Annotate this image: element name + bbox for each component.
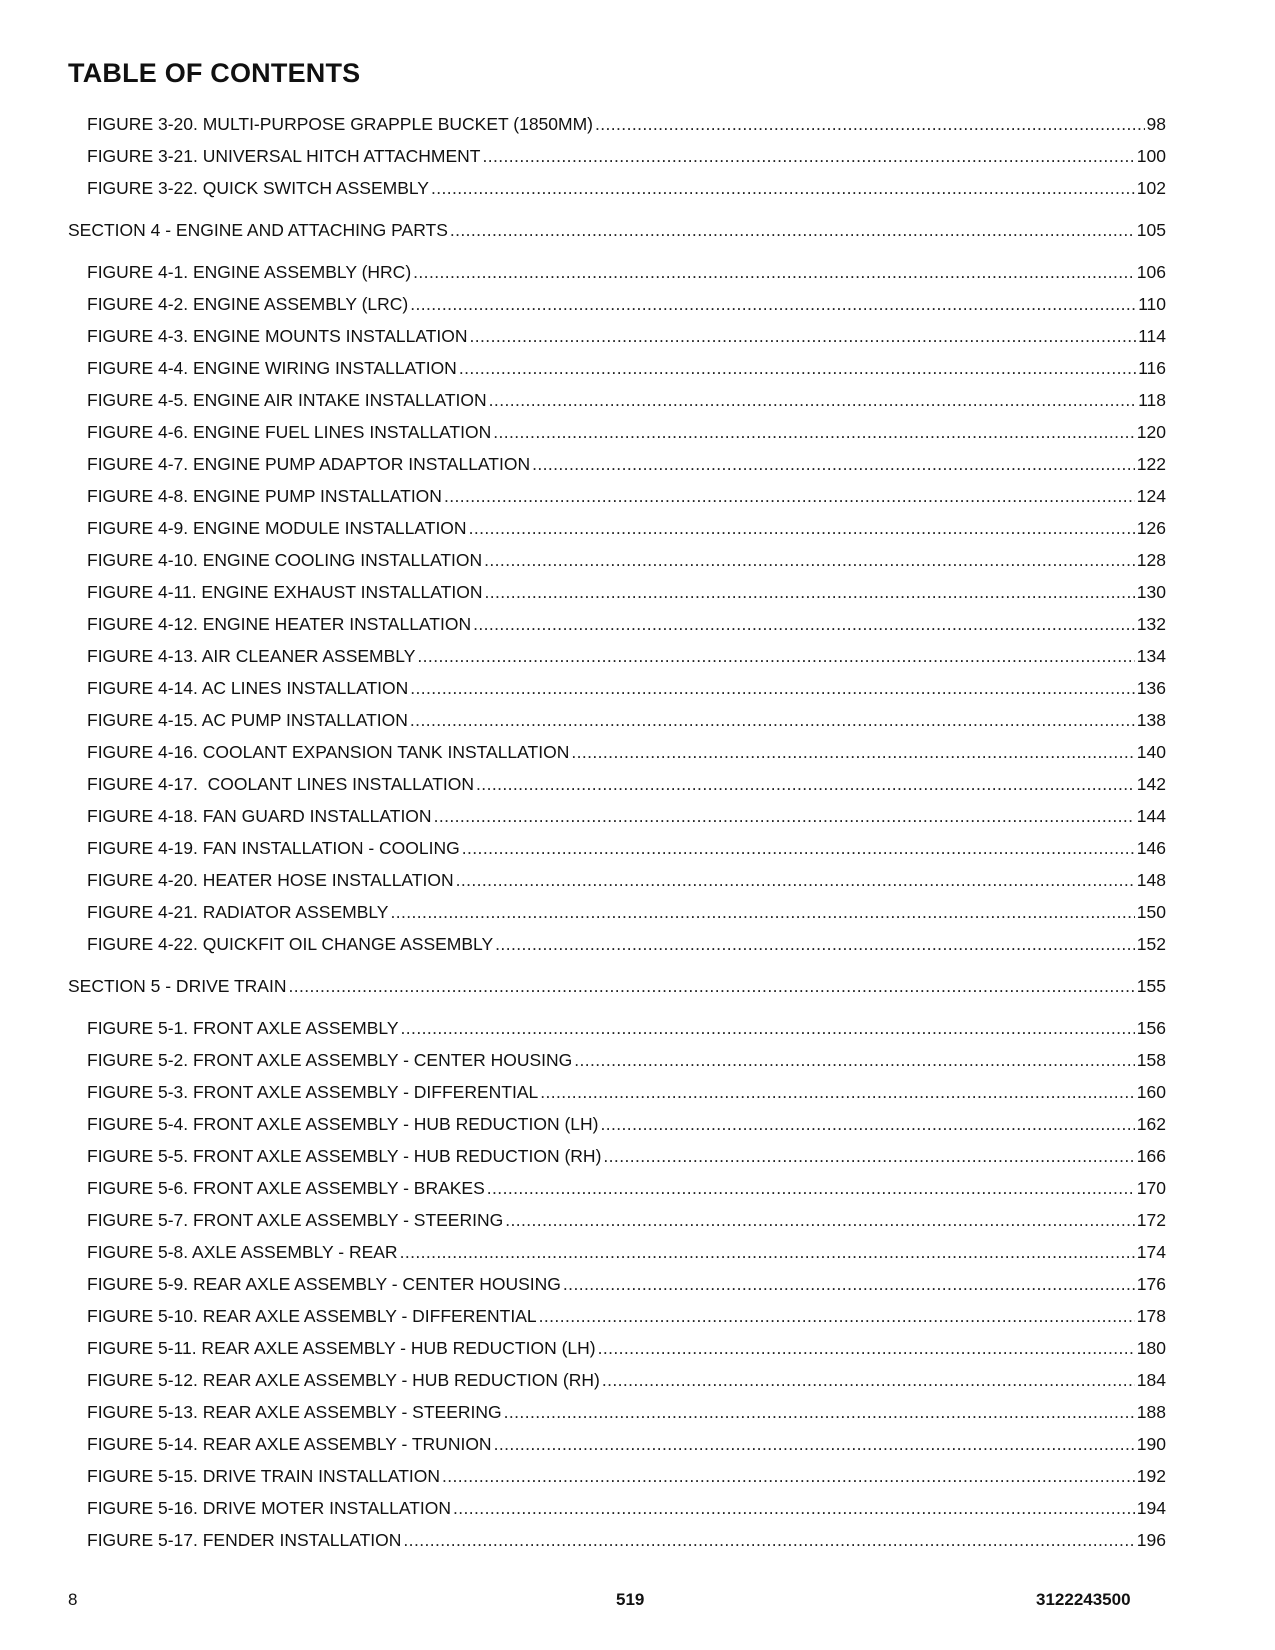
dot-leader: [495, 928, 1135, 960]
toc-figure-entry[interactable]: [68, 800, 1166, 832]
toc-figure-entry[interactable]: [68, 576, 1166, 608]
toc-figure-entry[interactable]: [68, 1364, 1166, 1396]
toc-entry-page-number: 124: [1136, 486, 1166, 506]
toc-entry-label: FIGURE 5-5. FRONT AXLE ASSEMBLY - HUB REDUCTION (RH): [87, 1146, 602, 1166]
dot-leader: [400, 1236, 1135, 1268]
toc-entry-page-number: 188: [1136, 1402, 1166, 1422]
toc-entry-page-number: 184: [1136, 1370, 1166, 1390]
toc-entry-page-number: 172: [1136, 1210, 1166, 1230]
toc-figure-entry[interactable]: [68, 1108, 1166, 1140]
toc-entry-page-number: 146: [1136, 838, 1166, 858]
toc-entry-page-number: 176: [1136, 1274, 1166, 1294]
toc-figure-entry[interactable]: [68, 1460, 1166, 1492]
dot-leader: [401, 1012, 1135, 1044]
toc-figure-entry[interactable]: [68, 672, 1166, 704]
toc-figure-entry[interactable]: [68, 640, 1166, 672]
toc-figure-entry[interactable]: [68, 172, 1166, 204]
toc-figure-entry[interactable]: [68, 416, 1166, 448]
dot-leader: [494, 1428, 1135, 1460]
dot-leader: [505, 1204, 1135, 1236]
toc-figure-entry[interactable]: [68, 1012, 1166, 1044]
toc-figure-entry[interactable]: [68, 1268, 1166, 1300]
toc-figure-entry[interactable]: [68, 736, 1166, 768]
toc-section-entry[interactable]: [68, 214, 1166, 246]
toc-entry-page-number: 178: [1136, 1306, 1166, 1326]
toc-entry-label: FIGURE 5-10. REAR AXLE ASSEMBLY - DIFFERENTIAL: [87, 1306, 537, 1326]
toc-entry-label: FIGURE 4-13. AIR CLEANER ASSEMBLY: [87, 646, 416, 666]
dot-leader: [482, 140, 1134, 172]
toc-figure-entry[interactable]: [68, 704, 1166, 736]
dot-leader: [484, 576, 1134, 608]
toc-entry-page-number: 128: [1136, 550, 1166, 570]
toc-entry-label: FIGURE 4-18. FAN GUARD INSTALLATION: [87, 806, 432, 826]
toc-figure-entry[interactable]: [68, 480, 1166, 512]
dot-leader: [487, 1172, 1135, 1204]
toc-figure-entry[interactable]: [68, 320, 1166, 352]
dot-leader: [410, 704, 1135, 736]
toc-entry-label: FIGURE 4-19. FAN INSTALLATION - COOLING: [87, 838, 460, 858]
toc-figure-entry[interactable]: [68, 1236, 1166, 1268]
toc-figure-entry[interactable]: [68, 544, 1166, 576]
dot-leader: [574, 1044, 1135, 1076]
footer-sheet-number: 519: [616, 1590, 645, 1609]
toc-entry-label: FIGURE 5-15. DRIVE TRAIN INSTALLATION: [87, 1466, 440, 1486]
footer-page-number: 8: [68, 1590, 78, 1609]
toc-entry-label: SECTION 4 - ENGINE AND ATTACHING PARTS: [68, 220, 448, 240]
toc-entry-page-number: 150: [1136, 902, 1166, 922]
dot-leader: [410, 288, 1136, 320]
toc-entry-page-number: 162: [1136, 1114, 1166, 1134]
toc-figure-entry[interactable]: [68, 448, 1166, 480]
toc-entry-page-number: 142: [1136, 774, 1166, 794]
dot-leader: [539, 1300, 1135, 1332]
toc-entry-page-number: 102: [1136, 178, 1166, 198]
toc-figure-entry[interactable]: [68, 1172, 1166, 1204]
toc-entry-label: FIGURE 5-3. FRONT AXLE ASSEMBLY - DIFFERENTIAL: [87, 1082, 539, 1102]
toc-entry-label: FIGURE 4-20. HEATER HOSE INSTALLATION: [87, 870, 454, 890]
toc-entry-label: SECTION 5 - DRIVE TRAIN: [68, 976, 287, 996]
dot-leader: [532, 448, 1135, 480]
toc-entry-label: FIGURE 4-16. COOLANT EXPANSION TANK INSTALLATION: [87, 742, 570, 762]
dot-leader: [456, 864, 1135, 896]
toc-figure-entry[interactable]: [68, 1524, 1166, 1556]
toc-figure-entry[interactable]: [68, 1428, 1166, 1460]
toc-entry-page-number: 158: [1136, 1050, 1166, 1070]
toc-entry-page-number: 155: [1136, 976, 1166, 996]
toc-entry-label: FIGURE 4-3. ENGINE MOUNTS INSTALLATION: [87, 326, 468, 346]
toc-entry-label: FIGURE 4-9. ENGINE MODULE INSTALLATION: [87, 518, 467, 538]
dot-leader: [469, 512, 1135, 544]
dot-leader: [413, 256, 1135, 288]
toc-entry-page-number: 170: [1136, 1178, 1166, 1198]
toc-entry-page-number: 148: [1136, 870, 1166, 890]
dot-leader: [489, 384, 1136, 416]
toc-figure-entry[interactable]: [68, 1332, 1166, 1364]
toc-entry-label: FIGURE 5-11. REAR AXLE ASSEMBLY - HUB REDUCTION (LH): [87, 1338, 596, 1358]
toc-entry-page-number: 136: [1136, 678, 1166, 698]
dot-leader: [444, 480, 1135, 512]
toc-entry-label: FIGURE 5-17. FENDER INSTALLATION: [87, 1530, 402, 1550]
dot-leader: [602, 1364, 1135, 1396]
dot-leader: [595, 108, 1145, 140]
dot-leader: [473, 608, 1135, 640]
toc-entry-label: FIGURE 4-17. COOLANT LINES INSTALLATION: [87, 774, 475, 794]
toc-entry-page-number: 166: [1136, 1146, 1166, 1166]
toc-entry-label: FIGURE 5-9. REAR AXLE ASSEMBLY - CENTER HOUSING: [87, 1274, 561, 1294]
dot-leader: [390, 896, 1134, 928]
toc-entry-label: FIGURE 4-14. AC LINES INSTALLATION: [87, 678, 409, 698]
toc-figure-entry[interactable]: [68, 256, 1166, 288]
toc-entry-page-number: 132: [1136, 614, 1166, 634]
toc-figure-entry[interactable]: [68, 1396, 1166, 1428]
toc-entry-label: FIGURE 5-8. AXLE ASSEMBLY - REAR: [87, 1242, 398, 1262]
toc-figure-entry[interactable]: [68, 1204, 1166, 1236]
dot-leader: [288, 970, 1134, 1002]
dot-leader: [598, 1332, 1135, 1364]
toc-figure-entry[interactable]: [68, 140, 1166, 172]
toc-figure-entry[interactable]: [68, 896, 1166, 928]
toc-entry-page-number: 192: [1136, 1466, 1166, 1486]
toc-entry-label: FIGURE 4-8. ENGINE PUMP INSTALLATION: [87, 486, 442, 506]
toc-entry-label: FIGURE 5-14. REAR AXLE ASSEMBLY - TRUNION: [87, 1434, 492, 1454]
toc-entry-page-number: 174: [1136, 1242, 1166, 1262]
dot-leader: [540, 1076, 1135, 1108]
toc-entry-label: FIGURE 4-22. QUICKFIT OIL CHANGE ASSEMBLY: [87, 934, 494, 954]
dot-leader: [403, 1524, 1134, 1556]
toc-entry-label: FIGURE 5-12. REAR AXLE ASSEMBLY - HUB REDUCTION (RH): [87, 1370, 600, 1390]
dot-leader: [417, 640, 1134, 672]
dot-leader: [453, 1492, 1135, 1524]
toc-entry-page-number: 194: [1136, 1498, 1166, 1518]
toc-figure-entry[interactable]: [68, 384, 1166, 416]
dot-leader: [571, 736, 1134, 768]
toc-figure-entry[interactable]: [68, 108, 1166, 140]
toc-entry-label: FIGURE 4-6. ENGINE FUEL LINES INSTALLATION: [87, 422, 492, 442]
toc-entry-page-number: 140: [1136, 742, 1166, 762]
toc-entry-label: FIGURE 4-4. ENGINE WIRING INSTALLATION: [87, 358, 457, 378]
toc-entry-label: FIGURE 4-12. ENGINE HEATER INSTALLATION: [87, 614, 472, 634]
toc-figure-entry[interactable]: [68, 928, 1166, 960]
toc-entry-page-number: 160: [1136, 1082, 1166, 1102]
toc-entry-label: FIGURE 5-6. FRONT AXLE ASSEMBLY - BRAKES: [87, 1178, 485, 1198]
toc-entry-page-number: 118: [1138, 390, 1166, 410]
toc-entry-page-number: 106: [1136, 262, 1166, 282]
dot-leader: [450, 214, 1135, 246]
footer-document-number: 3122243500: [1036, 1590, 1131, 1609]
toc-list: [68, 108, 1166, 1556]
toc-figure-entry[interactable]: [68, 1140, 1166, 1172]
toc-entry-label: FIGURE 4-2. ENGINE ASSEMBLY (LRC): [87, 294, 409, 314]
toc-figure-entry[interactable]: [68, 1044, 1166, 1076]
toc-entry-page-number: 98: [1146, 114, 1166, 134]
dot-leader: [431, 172, 1135, 204]
toc-entry-label: FIGURE 5-16. DRIVE MOTER INSTALLATION: [87, 1498, 451, 1518]
dot-leader: [504, 1396, 1135, 1428]
toc-entry-label: FIGURE 4-10. ENGINE COOLING INSTALLATION: [87, 550, 483, 570]
toc-entry-label: FIGURE 4-1. ENGINE ASSEMBLY (HRC): [87, 262, 412, 282]
dot-leader: [484, 544, 1135, 576]
toc-entry-label: FIGURE 4-11. ENGINE EXHAUST INSTALLATION: [87, 582, 483, 602]
toc-entry-label: FIGURE 4-5. ENGINE AIR INTAKE INSTALLATION: [87, 390, 487, 410]
toc-figure-entry[interactable]: [68, 1300, 1166, 1332]
toc-entry-page-number: 190: [1136, 1434, 1166, 1454]
toc-entry-page-number: 105: [1136, 220, 1166, 240]
toc-entry-page-number: 196: [1136, 1530, 1166, 1550]
toc-entry-page-number: 144: [1136, 806, 1166, 826]
toc-entry-label: FIGURE 3-20. MULTI-PURPOSE GRAPPLE BUCKET (1850MM): [87, 114, 593, 134]
toc-figure-entry[interactable]: [68, 832, 1166, 864]
toc-figure-entry[interactable]: [68, 352, 1166, 384]
dot-leader: [434, 800, 1135, 832]
dot-leader: [442, 1460, 1135, 1492]
toc-entry-label: FIGURE 5-7. FRONT AXLE ASSEMBLY - STEERING: [87, 1210, 504, 1230]
toc-entry-label: FIGURE 5-1. FRONT AXLE ASSEMBLY: [87, 1018, 399, 1038]
dot-leader: [601, 1108, 1135, 1140]
toc-figure-entry[interactable]: [68, 864, 1166, 896]
toc-entry-page-number: 130: [1136, 582, 1166, 602]
toc-entry-page-number: 152: [1136, 934, 1166, 954]
dot-leader: [462, 832, 1135, 864]
toc-figure-entry[interactable]: [68, 768, 1166, 800]
toc-entry-page-number: 116: [1138, 358, 1166, 378]
toc-entry-label: FIGURE 5-4. FRONT AXLE ASSEMBLY - HUB REDUCTION (LH): [87, 1114, 599, 1134]
toc-entry-page-number: 100: [1136, 146, 1166, 166]
dot-leader: [493, 416, 1135, 448]
toc-entry-label: FIGURE 5-13. REAR AXLE ASSEMBLY - STEERING: [87, 1402, 502, 1422]
toc-entry-page-number: 114: [1138, 326, 1166, 346]
toc-entry-page-number: 122: [1136, 454, 1166, 474]
dot-leader: [603, 1140, 1134, 1172]
dot-leader: [470, 320, 1137, 352]
toc-section-entry[interactable]: [68, 970, 1166, 1002]
dot-leader: [459, 352, 1136, 384]
dot-leader: [410, 672, 1135, 704]
toc-entry-label: FIGURE 3-22. QUICK SWITCH ASSEMBLY: [87, 178, 429, 198]
toc-entry-page-number: 126: [1136, 518, 1166, 538]
toc-figure-entry[interactable]: [68, 512, 1166, 544]
toc-figure-entry[interactable]: [68, 608, 1166, 640]
toc-entry-label: FIGURE 4-21. RADIATOR ASSEMBLY: [87, 902, 389, 922]
toc-entry-page-number: 110: [1138, 294, 1166, 314]
toc-entry-label: FIGURE 5-2. FRONT AXLE ASSEMBLY - CENTER HOUSING: [87, 1050, 573, 1070]
page-title: TABLE OF CONTENTS: [68, 58, 361, 88]
toc-entry-label: FIGURE 4-7. ENGINE PUMP ADAPTOR INSTALLATION: [87, 454, 531, 474]
toc-entry-page-number: 156: [1136, 1018, 1166, 1038]
toc-entry-page-number: 180: [1136, 1338, 1166, 1358]
toc-entry-page-number: 134: [1136, 646, 1166, 666]
toc-figure-entry[interactable]: [68, 1076, 1166, 1108]
toc-figure-entry[interactable]: [68, 288, 1166, 320]
dot-leader: [476, 768, 1135, 800]
toc-figure-entry[interactable]: [68, 1492, 1166, 1524]
toc-entry-label: FIGURE 4-15. AC PUMP INSTALLATION: [87, 710, 408, 730]
toc-entry-page-number: 138: [1136, 710, 1166, 730]
toc-entry-label: FIGURE 3-21. UNIVERSAL HITCH ATTACHMENT: [87, 146, 481, 166]
dot-leader: [563, 1268, 1135, 1300]
toc-entry-page-number: 120: [1136, 422, 1166, 442]
